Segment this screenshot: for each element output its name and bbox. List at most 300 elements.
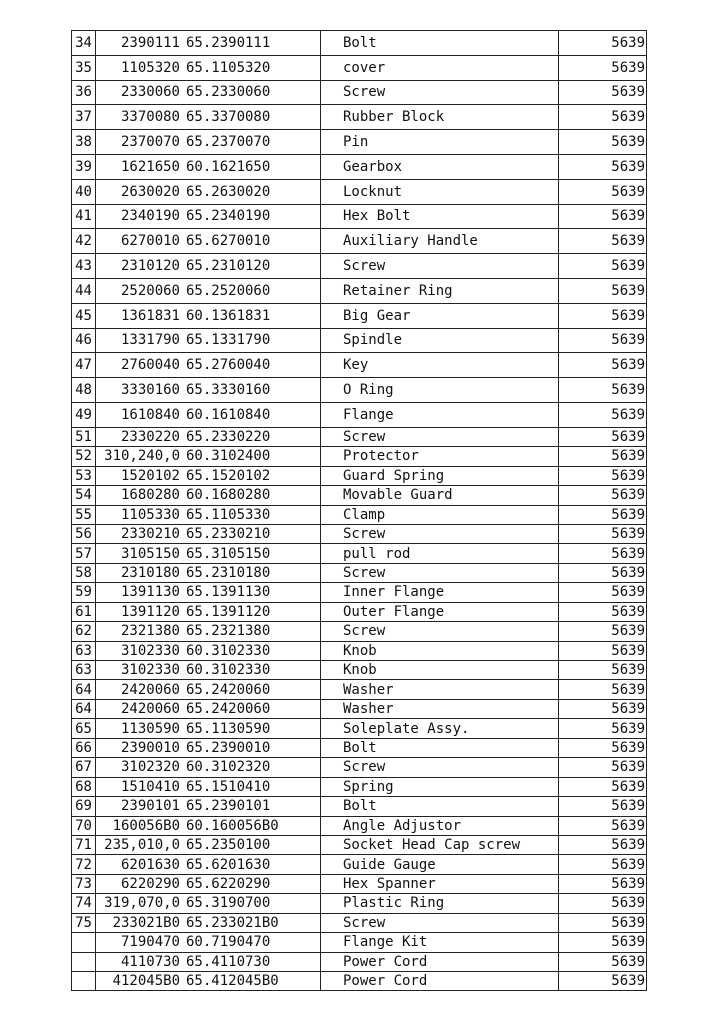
part-code-cell [96,130,321,155]
part-number: 310,240,0 [104,448,180,465]
item-number: 46 [72,328,96,353]
table-row [72,777,647,796]
table-row [72,680,647,699]
table-row [72,254,647,279]
part-description: Auxiliary Handle [321,229,559,254]
model-number: 5639 [559,719,647,738]
table-row [72,563,647,582]
reference-number: 60.1621650 [186,158,271,175]
table-row [72,661,647,680]
model-number: 5639 [559,55,647,80]
part-description: Power Cord [321,972,559,991]
part-code-cell [96,105,321,130]
part-code-cell [96,378,321,403]
part-code-cell [96,622,321,641]
model-number: 5639 [559,179,647,204]
part-number: 3102320 [120,759,180,776]
part-description: Screw [321,622,559,641]
part-code-cell [96,719,321,738]
model-number: 5639 [559,913,647,932]
table-row [72,583,647,602]
table-row [72,913,647,932]
part-description: Angle Adjustor [321,816,559,835]
table-row [72,303,647,328]
model-number: 5639 [559,874,647,893]
part-code-cell [96,972,321,991]
part-description: Spring [321,777,559,796]
model-number: 5639 [559,797,647,816]
part-description: Clamp [321,505,559,524]
reference-number: 65.1130590 [186,720,271,737]
part-description: Screw [321,563,559,582]
item-number: 68 [72,777,96,796]
item-number: 75 [72,913,96,932]
part-number: 1331790 [120,332,180,349]
table-row [72,874,647,893]
model-number: 5639 [559,154,647,179]
table-row [72,758,647,777]
item-number: 43 [72,254,96,279]
model-number: 5639 [559,933,647,952]
part-number: 1105330 [120,506,180,523]
model-number: 5639 [559,816,647,835]
item-number: 41 [72,204,96,229]
model-number: 5639 [559,972,647,991]
item-number: 72 [72,855,96,874]
reference-number: 65.4110730 [186,953,271,970]
model-number: 5639 [559,466,647,485]
table-row [72,972,647,991]
part-number: 1361831 [120,307,180,324]
item-number: 64 [72,680,96,699]
part-code-cell [96,544,321,563]
item-number: 38 [72,130,96,155]
item-number: 56 [72,524,96,543]
table-row [72,622,647,641]
part-code-cell [96,680,321,699]
reference-number: 65.1105330 [186,506,271,523]
part-code-cell [96,933,321,952]
model-number: 5639 [559,328,647,353]
reference-number: 60.3102320 [186,759,271,776]
reference-number: 60.1610840 [186,406,271,423]
part-code-cell [96,777,321,796]
part-description: Rubber Block [321,105,559,130]
table-row [72,933,647,952]
part-number: 3370080 [120,109,180,126]
model-number: 5639 [559,758,647,777]
model-number: 5639 [559,80,647,105]
part-number: 2310120 [120,258,180,275]
model-number: 5639 [559,31,647,56]
table-row [72,855,647,874]
item-number: 65 [72,719,96,738]
part-code-cell [96,602,321,621]
reference-number: 65.6270010 [186,233,271,250]
model-number: 5639 [559,855,647,874]
reference-number: 65.2330220 [186,428,271,445]
model-number: 5639 [559,105,647,130]
reference-number: 65.1105320 [186,59,271,76]
table-row [72,894,647,913]
model-number: 5639 [559,699,647,718]
part-description: Power Cord [321,952,559,971]
part-number: 1680280 [120,487,180,504]
part-number: 3102330 [120,642,180,659]
model-number: 5639 [559,254,647,279]
part-description: Washer [321,680,559,699]
part-description: Spindle [321,328,559,353]
table-row [72,80,647,105]
part-code-cell [96,427,321,446]
part-code-cell [96,816,321,835]
reference-number: 60.3102330 [186,662,271,679]
model-number: 5639 [559,447,647,466]
part-description: Bolt [321,738,559,757]
table-row [72,55,647,80]
item-number: 51 [72,427,96,446]
part-description: Screw [321,254,559,279]
part-description: Washer [321,699,559,718]
table-row [72,353,647,378]
part-number: 2520060 [120,282,180,299]
part-description: Bolt [321,797,559,816]
part-code-cell [96,505,321,524]
part-code-cell [96,229,321,254]
table-row [72,229,647,254]
part-code-cell [96,583,321,602]
table-row [72,328,647,353]
part-description: Screw [321,758,559,777]
part-description: Screw [321,427,559,446]
part-number: 2310180 [120,565,180,582]
item-number: 59 [72,583,96,602]
part-number: 2321380 [120,623,180,640]
model-number: 5639 [559,563,647,582]
part-number: 2370070 [120,134,180,151]
part-number: 233021B0 [112,914,180,931]
reference-number: 65.2390101 [186,798,271,815]
reference-number: 65.2420060 [186,701,271,718]
table-row [72,835,647,854]
model-number: 5639 [559,486,647,505]
table-row [72,952,647,971]
model-number: 5639 [559,835,647,854]
part-description: Hex Spanner [321,874,559,893]
part-number: 412045B0 [112,973,180,990]
part-description: Hex Bolt [321,204,559,229]
item-number: 66 [72,738,96,757]
part-code-cell [96,913,321,932]
item-number [72,952,96,971]
model-number: 5639 [559,894,647,913]
item-number: 40 [72,179,96,204]
item-number: 74 [72,894,96,913]
reference-number: 65.1331790 [186,332,271,349]
part-description: O Ring [321,378,559,403]
part-description: Screw [321,524,559,543]
reference-number: 65.2390010 [186,739,271,756]
model-number: 5639 [559,602,647,621]
part-number: 1510410 [120,778,180,795]
table-row [72,427,647,446]
part-code-cell [96,738,321,757]
part-number: 1621650 [120,158,180,175]
item-number: 64 [72,699,96,718]
part-number: 2330210 [120,526,180,543]
part-description: Pin [321,130,559,155]
reference-number: 65.2310180 [186,565,271,582]
reference-number: 65.3105150 [186,545,271,562]
model-number: 5639 [559,622,647,641]
table-row [72,699,647,718]
item-number: 36 [72,80,96,105]
item-number: 49 [72,402,96,427]
part-code-cell [96,563,321,582]
item-number: 42 [72,229,96,254]
part-code-cell [96,641,321,660]
part-description: Flange [321,402,559,427]
item-number: 67 [72,758,96,777]
part-code-cell [96,466,321,485]
reference-number: 65.2760040 [186,357,271,374]
part-description: Guide Gauge [321,855,559,874]
part-code-cell [96,661,321,680]
table-row [72,447,647,466]
part-description: Screw [321,913,559,932]
part-description: Retainer Ring [321,278,559,303]
part-number: 1391120 [120,603,180,620]
part-number: 6270010 [120,233,180,250]
model-number: 5639 [559,583,647,602]
part-description: Protector [321,447,559,466]
model-number: 5639 [559,952,647,971]
table-row [72,544,647,563]
part-number: 1610840 [120,406,180,423]
reference-number: 65.2330210 [186,526,271,543]
model-number: 5639 [559,204,647,229]
parts-table [71,30,647,991]
part-code-cell [96,402,321,427]
part-number: 2390010 [120,739,180,756]
model-number: 5639 [559,378,647,403]
item-number: 61 [72,602,96,621]
part-description: Flange Kit [321,933,559,952]
item-number: 69 [72,797,96,816]
item-number: 63 [72,641,96,660]
item-number: 54 [72,486,96,505]
item-number: 53 [72,466,96,485]
reference-number: 65.2420060 [186,681,271,698]
parts-table-body [72,31,647,991]
table-row [72,154,647,179]
item-number [72,933,96,952]
part-code-cell [96,328,321,353]
part-number: 6220290 [120,876,180,893]
part-code-cell [96,835,321,854]
table-row [72,105,647,130]
model-number: 5639 [559,641,647,660]
model-number: 5639 [559,777,647,796]
reference-number: 65.3330160 [186,382,271,399]
part-code-cell [96,524,321,543]
reference-number: 65.1391120 [186,603,271,620]
part-description: pull rod [321,544,559,563]
table-row [72,486,647,505]
reference-number: 60.3102330 [186,642,271,659]
part-description: Knob [321,641,559,660]
reference-number: 65.1391130 [186,584,271,601]
item-number: 58 [72,563,96,582]
part-code-cell [96,758,321,777]
table-row [72,719,647,738]
table-row [72,278,647,303]
reference-number: 65.412045B0 [186,973,279,990]
part-code-cell [96,254,321,279]
model-number: 5639 [559,505,647,524]
part-code-cell [96,894,321,913]
table-row [72,797,647,816]
part-number: 319,070,0 [104,895,180,912]
part-number: 3102330 [120,662,180,679]
part-number: 3105150 [120,545,180,562]
table-row [72,402,647,427]
reference-number: 65.2321380 [186,623,271,640]
item-number: 62 [72,622,96,641]
part-number: 2330060 [120,84,180,101]
part-description: cover [321,55,559,80]
model-number: 5639 [559,544,647,563]
reference-number: 60.7190470 [186,934,271,951]
model-number: 5639 [559,427,647,446]
reference-number: 65.6201630 [186,856,271,873]
part-number: 2630020 [120,183,180,200]
reference-number: 65.6220290 [186,876,271,893]
reference-number: 65.2350100 [186,837,271,854]
item-number: 35 [72,55,96,80]
table-row [72,738,647,757]
model-number: 5639 [559,303,647,328]
reference-number: 65.1520102 [186,467,271,484]
part-description: Plastic Ring [321,894,559,913]
item-number: 70 [72,816,96,835]
part-code-cell [96,303,321,328]
part-code-cell [96,278,321,303]
part-number: 2390111 [120,34,180,51]
table-row [72,524,647,543]
part-description: Locknut [321,179,559,204]
part-description: Soleplate Assy. [321,719,559,738]
item-number: 44 [72,278,96,303]
part-code-cell [96,55,321,80]
item-number: 39 [72,154,96,179]
part-code-cell [96,797,321,816]
part-number: 1105320 [120,59,180,76]
table-row [72,204,647,229]
model-number: 5639 [559,661,647,680]
part-number: 2330220 [120,428,180,445]
part-code-cell [96,874,321,893]
part-description: Knob [321,661,559,680]
model-number: 5639 [559,130,647,155]
table-row [72,466,647,485]
part-description: Inner Flange [321,583,559,602]
part-description: Key [321,353,559,378]
item-number: 57 [72,544,96,563]
reference-number: 65.3370080 [186,109,271,126]
model-number: 5639 [559,680,647,699]
part-code-cell [96,353,321,378]
reference-number: 65.2370070 [186,134,271,151]
reference-number: 65.233021B0 [186,914,279,931]
item-number: 52 [72,447,96,466]
part-code-cell [96,154,321,179]
part-number: 3330160 [120,382,180,399]
table-row [72,602,647,621]
model-number: 5639 [559,524,647,543]
reference-number: 65.2630020 [186,183,271,200]
part-number: 2340190 [120,208,180,225]
part-number: 1520102 [120,467,180,484]
part-code-cell [96,855,321,874]
item-number [72,972,96,991]
reference-number: 65.2330060 [186,84,271,101]
reference-number: 65.2340190 [186,208,271,225]
part-number: 160056B0 [112,817,180,834]
part-description: Outer Flange [321,602,559,621]
part-code-cell [96,486,321,505]
part-description: Big Gear [321,303,559,328]
table-row [72,130,647,155]
part-code-cell [96,204,321,229]
reference-number: 60.1680280 [186,487,271,504]
part-code-cell [96,699,321,718]
reference-number: 60.3102400 [186,448,271,465]
reference-number: 65.3190700 [186,895,271,912]
reference-number: 65.2310120 [186,258,271,275]
part-code-cell [96,447,321,466]
part-number: 2420060 [120,701,180,718]
item-number: 71 [72,835,96,854]
item-number: 34 [72,31,96,56]
model-number: 5639 [559,402,647,427]
model-number: 5639 [559,353,647,378]
part-description: Guard Spring [321,466,559,485]
part-code-cell [96,179,321,204]
part-number: 7190470 [120,934,180,951]
part-number: 235,010,0 [104,837,180,854]
model-number: 5639 [559,738,647,757]
reference-number: 65.1510410 [186,778,271,795]
reference-number: 65.2520060 [186,282,271,299]
table-row [72,505,647,524]
reference-number: 60.1361831 [186,307,271,324]
item-number: 47 [72,353,96,378]
part-number: 6201630 [120,856,180,873]
part-number: 2390101 [120,798,180,815]
table-row [72,816,647,835]
model-number: 5639 [559,278,647,303]
part-description: Screw [321,80,559,105]
part-code-cell [96,952,321,971]
item-number: 55 [72,505,96,524]
part-code-cell [96,80,321,105]
part-description: Socket Head Cap screw [321,835,559,854]
table-row [72,31,647,56]
part-number: 1391130 [120,584,180,601]
model-number: 5639 [559,229,647,254]
item-number: 73 [72,874,96,893]
